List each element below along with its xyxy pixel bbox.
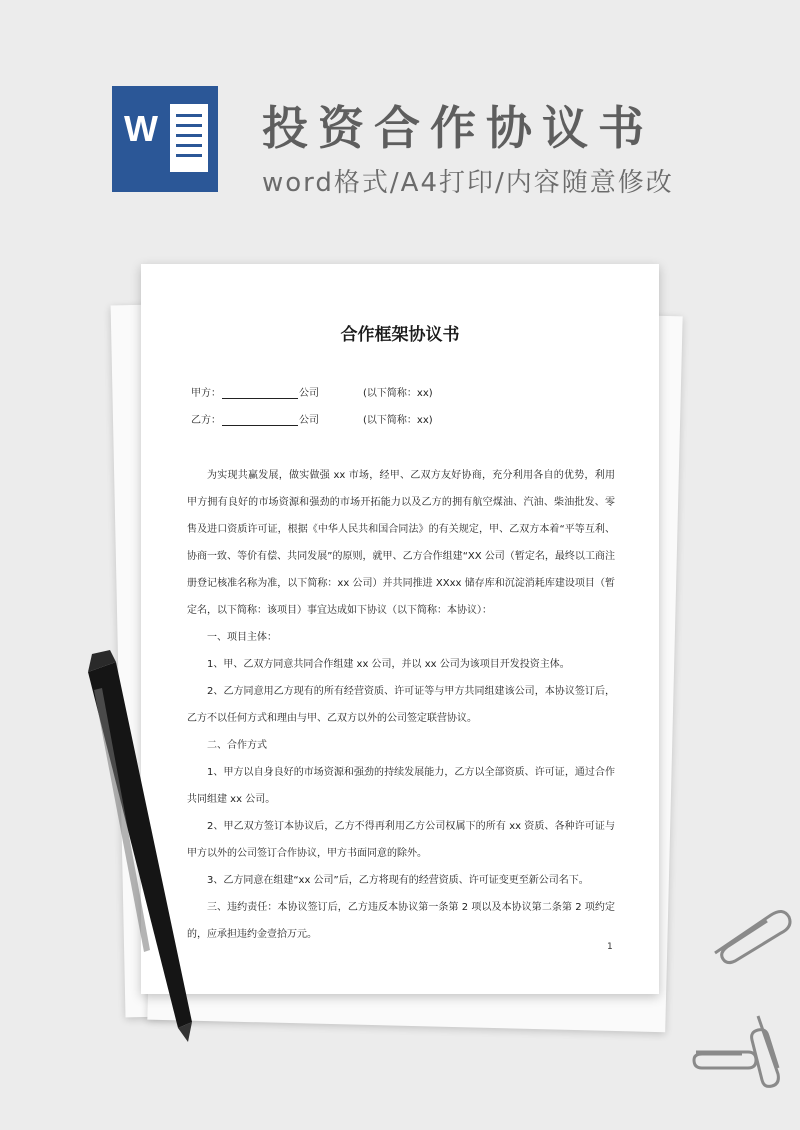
party-a-line: [191, 384, 433, 399]
header: [0, 0, 800, 240]
subtitle: word格式/A4打印/内容随意修改: [262, 168, 674, 198]
paragraph: 1、甲方以自身良好的市场资源和强劲的持续发展能力，乙方以全部资质、许可证，通过合作共同组建 xx 公司。: [187, 767, 615, 805]
pen-icon: [80, 650, 210, 1050]
paperclip-icon: [705, 905, 795, 965]
paperclip-icon: [748, 1010, 788, 1090]
logo-letter: W: [124, 108, 158, 149]
word-logo-icon: [112, 86, 218, 192]
paragraph: 2、乙方同意用乙方现有的所有经营资质、许可证等与甲方共同组建该公司，本协议签订后，乙方不以任何方式和理由与甲、乙双方以外的公司签定联营协议。: [187, 686, 615, 724]
paragraph: 三、违约责任：本协议签订后，乙方违反本协议第一条第 2 项以及本协议第二条第 2 项约定的，应承担违约金壹拾万元。: [187, 902, 615, 940]
party-b-alias: (以下简称：xx): [363, 415, 433, 426]
section-heading: 二、合作方式: [207, 740, 267, 751]
document-title: 合作框架协议书: [340, 325, 460, 345]
paragraph: 为实现共赢发展，做实做强 xx 市场，经甲、乙双方友好协商，充分利用各自的优势，利用甲方拥有良好的市场资源和强劲的市场开拓能力以及乙方的拥有航空煤油、汽油、柴油批发、零售及进口资质许可证，根据《中华人民共和国合同法》的有关规定，甲、乙双方本着“平等互利、协商一致、等价有偿、共同发展”的原则，就甲、乙方合作组建“XX 公司（暂定名，最终以工商注册登记核准名称为准，以下简称：xx 公司）并共同推进 XXxx 储存库和沉淀消耗库建设项目（暂定名，以下简称：该项目）事宜达成如下协议（以下简称：本协议）：: [187, 470, 615, 616]
party-b-blank: [222, 414, 298, 426]
party-a-blank: [222, 387, 298, 399]
paragraph: 1、甲、乙双方同意共同合作组建 xx 公司，并以 xx 公司为该项目开发投资主体。: [207, 659, 570, 670]
main-title: 投资合作协议书: [262, 101, 654, 155]
party-a-suffix: 公司: [299, 388, 319, 399]
paragraph: 3、乙方同意在组建“xx 公司”后，乙方将现有的经营资质、许可证变更至新公司名下。: [207, 875, 589, 886]
party-b-suffix: 公司: [299, 415, 319, 426]
section-heading: 一、项目主体：: [207, 632, 277, 643]
party-b-line: [191, 411, 433, 426]
document-body: [187, 462, 615, 948]
page-number: 1: [607, 942, 613, 952]
paragraph: 2、甲乙双方签订本协议后，乙方不得再利用乙方公司权属下的所有 xx 资质、各种许可证与甲方以外的公司签订合作协议，甲方书面同意的除外。: [187, 821, 615, 859]
document-page: [141, 264, 659, 994]
party-b-label: 乙方：: [191, 415, 221, 426]
party-a-label: 甲方：: [191, 388, 221, 399]
document-sheet-icon: [170, 104, 208, 172]
party-a-alias: (以下简称：xx): [363, 388, 433, 399]
